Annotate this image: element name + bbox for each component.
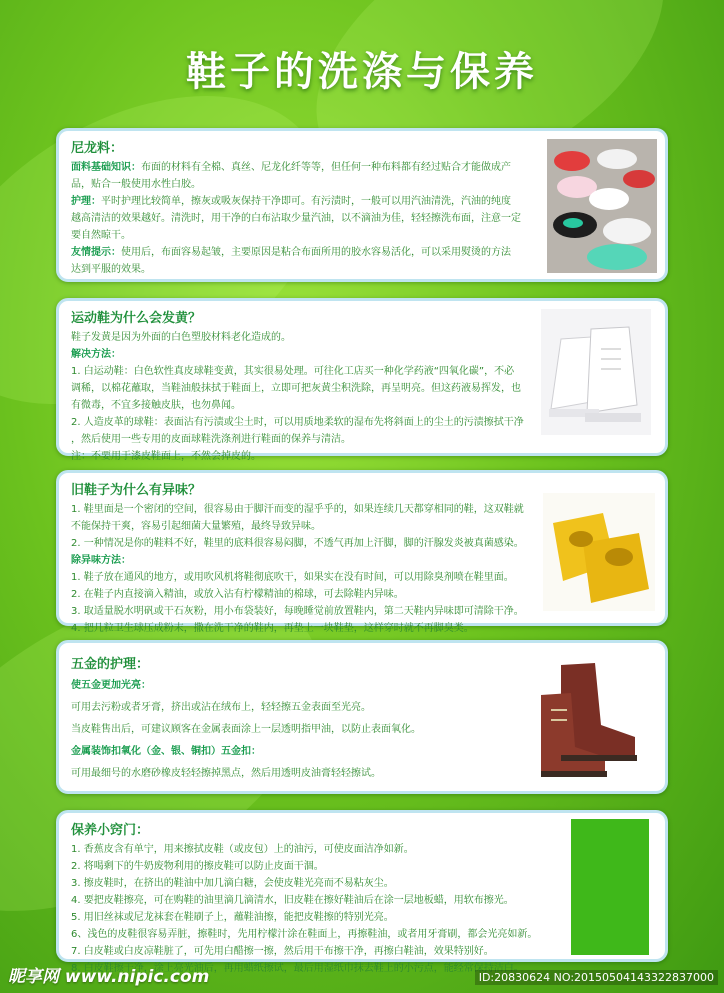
- tip-item: 8. 白皮鞋擦干净，涂上亮光油后，再用蜡纸擦试，最后用湿纸巾抹去鞋上的小污点，能经常保持洁白。: [71, 963, 524, 974]
- text-line: 1. 鞋子放在通风的地方，或用吹风机将鞋彻底吹干，如果实在没有时间，可以用除臭剂喷在鞋里面。: [71, 572, 514, 583]
- section-heading: 五金的护理：: [71, 657, 150, 672]
- section-heading: 旧鞋子为什么有异味？: [71, 483, 202, 498]
- text-line: 越高清洁的效果越好。清洗时，用干净的白布沾取少量汽油，以不滴油为佳，轻轻擦洗布面，注意一定: [71, 213, 521, 224]
- text-line: 布面的材料有全棉、真丝、尼龙化纤等等，但任何一种布料都有经过贴合才能做成产: [141, 162, 511, 173]
- text-line: 2. 人造皮革的球鞋：表面沾有污渍或尘土时，可以用质地柔软的湿布先将斜面上的尘土的污渍擦拭干净: [71, 417, 524, 428]
- green-block: [571, 819, 649, 955]
- page-title: 鞋子的洗涤与保养: [186, 49, 538, 95]
- text-line: 使用后，布面容易起皱，主要原因是粘合布面所用的胶水容易活化，可以采用熨烫的方法: [121, 247, 511, 258]
- text-line: 平时护理比较简单，擦灰或吸灰保持干净即可。有污渍时，一般可以用汽油清洗，汽油的纯度: [101, 196, 511, 207]
- text-line: 注：不要用于漆皮鞋面上，不然会掉皮的。: [71, 451, 261, 462]
- text-line: 达到平服的效果。: [71, 264, 151, 275]
- text-line: 1. 白运动鞋：白色软性真皮球鞋变黄，其实很易处理。可往化工店买一种化学药液“四氧化碳”，不必: [71, 366, 515, 377]
- subheading: 使五金更加光亮：: [71, 680, 151, 691]
- tip-item: 2. 将喝剩下的牛奶废物利用的擦皮鞋可以防止皮面干涸。: [71, 861, 324, 872]
- text-line: 不能保持干爽，容易引起细菌大量繁殖，最终导致异味。: [71, 521, 321, 532]
- subheading: 解决方法：: [71, 349, 121, 360]
- tip-item: 5. 用旧丝袜或尼龙袜套在鞋刷子上，蘸鞋油擦，能把皮鞋擦的特别光亮。: [71, 912, 394, 923]
- text-line: 有微毒，不宜多接触皮肤，也勿鼻闻。: [71, 400, 241, 411]
- yellow-sneakers-image: [543, 493, 655, 611]
- subheading: 友情提示：: [71, 247, 121, 258]
- text-line: 4. 把几粒卫生球压成粉末，撒在洗干净的鞋内，再垫上一块鞋垫，这样穿时就不再脚臭类。: [71, 623, 474, 634]
- text-line: 2. 在鞋子内直接滴入精油，或放入沾有柠檬精油的棉球，可去除鞋内异味。: [71, 589, 404, 600]
- nylon-shoes-image: [547, 139, 657, 273]
- tip-item: 4. 要把皮鞋擦亮，可在购鞋的油里滴几滴清水，旧皮鞋在擦好鞋油后在涂一层地板蜡，用软布擦光。: [71, 895, 514, 906]
- text-line: ，然后使用一些专用的皮面球鞋洗涤剂进行鞋面的保养与清洁。: [71, 434, 351, 445]
- section-yellowing: [56, 298, 668, 462]
- text-line: 品，贴合一般使用水性白胶。: [71, 179, 201, 190]
- text-line: 3. 取适量脱水明矾或干石灰粉，用小布袋装好，每晚睡觉前放置鞋内，第二天鞋内异味即可清除干净。: [71, 606, 524, 617]
- section-hardware: [56, 640, 668, 794]
- text-line: 要自然晾干。: [71, 230, 131, 241]
- watermark-id: ID:20830624 NO:20150504143322837000: [475, 970, 718, 985]
- text-line: 可用去污粉或者牙膏，挤出或沾在绒布上，轻轻擦五金表面至光亮。: [71, 702, 371, 713]
- text-line: 1. 鞋里面是一个密闭的空间，很容易由于脚汗而变的湿乎乎的，如果连续几天都穿相同的鞋，这双鞋就: [71, 504, 524, 515]
- section-heading: 运动鞋为什么会发黄？: [71, 311, 202, 326]
- text-line: 可用最细号的水磨砂橡皮轻轻擦掉黑点，然后用透明皮油膏轻轻擦试。: [71, 768, 381, 779]
- section-tips: [56, 810, 668, 974]
- section-heading: 尼龙料：: [71, 141, 124, 156]
- subheading: 除异味方法：: [71, 555, 131, 566]
- section-odor: [56, 470, 668, 634]
- section-heading: 保养小窍门：: [71, 823, 150, 838]
- subheading: 护理：: [71, 196, 101, 207]
- tip-item: 1. 香蕉皮含有单宁，用来擦拭皮鞋（或皮包）上的油污，可使皮面洁净如新。: [71, 844, 414, 855]
- white-sneakers-image: [541, 309, 651, 435]
- tip-item: 6、浅色的皮鞋很容易弄脏，擦鞋时，先用柠檬汁涂在鞋面上，再擦鞋油，或者用牙膏刷，都会光亮如新。: [71, 929, 538, 940]
- text-line: 2. 一种情况是你的鞋料不好，鞋里的底料很容易闷脚，不透气再加上汗脚，脚的汗腺发炎被真菌感染。: [71, 538, 524, 549]
- text-line: 调稀，以棉花蘸取，当鞋油般抹拭于鞋面上，立即可把灰黄尘积洗除，再呈明亮。但这药液易挥发，也: [71, 383, 521, 394]
- subheading: 面料基础知识：: [71, 162, 141, 173]
- leather-boots-image: [531, 655, 649, 783]
- text-line: 当皮鞋售出后，可建议顾客在金属表面涂上一层透明指甲油，以防止表面氧化。: [71, 724, 421, 735]
- tip-item: 7. 白皮鞋或白皮凉鞋脏了，可先用白醋擦一擦，然后用干布擦干净，再擦白鞋油，效果特别好。: [71, 946, 494, 957]
- section-nylon: [56, 128, 668, 282]
- subheading: 金属装饰扣氧化（金、银、铜扣）五金扣：: [71, 746, 261, 757]
- watermark-logo: 昵享网 www.nipic.com: [8, 967, 210, 987]
- tip-item: 3. 擦皮鞋时，在挤出的鞋油中加几滴白糖，会使皮鞋光亮而不易粘灰尘。: [71, 878, 394, 889]
- text-line: 鞋子发黄是因为外面的白色塑胶材料老化造成的。: [71, 332, 291, 343]
